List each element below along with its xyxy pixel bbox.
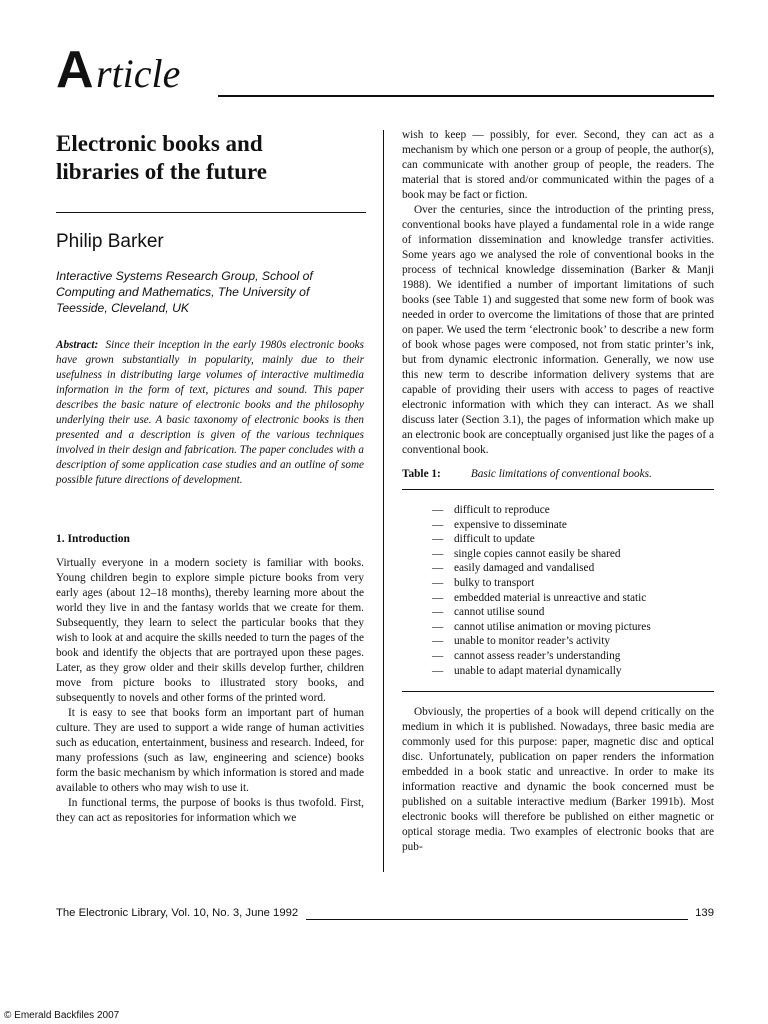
paragraph: In functional terms, the purpose of books is thus twofold. First, they can act as repositories for information which we: [56, 797, 364, 824]
list-item: — cannot utilise animation or moving pictures: [432, 620, 651, 633]
copyright-notice: © Emerald Backfiles 2007: [4, 1010, 120, 1021]
author-affiliation: Interactive Systems Research Group, School of Computing and Mathematics, The University of Teesside, Cleveland, UK: [56, 269, 313, 315]
article-label: rticle: [96, 51, 181, 96]
title-line-2: libraries of the future: [56, 159, 268, 184]
article-header: [56, 38, 714, 98]
page-number: 139: [695, 907, 714, 919]
title-rule: [56, 212, 366, 213]
list-item: — difficult to reproduce: [432, 504, 550, 516]
table-top-rule: [402, 489, 714, 490]
abstract-label: Abstract:: [56, 339, 99, 351]
article-initial: A: [56, 41, 93, 99]
table-caption: [402, 467, 714, 482]
author-name: Philip Barker: [56, 231, 164, 252]
title-line-1: Electronic books and: [56, 131, 263, 156]
paragraph: Obviously, the properties of a book will depend critically on the medium in which it is published. Nowadays, three basic media are commonly used for this purpose: paper, magnetic disc and optical disc. Unfortunately, publication on paper renders the information embedded in a book static and unreactive. In order to make its information reactive and dynamic the book concerned must be published on a suitable interactive medium (Barker 1991b). Most electronic books will therefore be published on either magnetic or optical storage media. Two examples of electronic books that are pub-: [402, 706, 714, 854]
footer-rule: [306, 919, 688, 920]
abstract-text: Since their inception in the early 1980s electronic books have grown substantially in popularity, mainly due to their usefulness in distributing large volumes of interactive multimedia information in the form of text, pictures and sound. This paper describes the basic nature of electronic books and the philosophy underlying their use. A basic taxonomy of electronic books is then presented and a description is given of the various techniques involved in their design and fabrication. The paper concludes with a description of some application case studies and an outline of some possible future directions of development.: [56, 339, 364, 486]
list-item: — cannot utilise sound: [432, 606, 545, 619]
list-item: — unable to adapt material dynamically: [432, 664, 622, 677]
list-item: — bulky to transport: [432, 576, 535, 589]
page-footer: [56, 907, 714, 925]
abstract: [56, 338, 364, 488]
section-heading: 1. Introduction: [56, 533, 130, 545]
list-item: — cannot assess reader’s understanding: [432, 649, 621, 662]
list-item: — unable to monitor reader’s activity: [432, 635, 611, 648]
table-title: Basic limitations of conventional books.: [470, 468, 652, 480]
right-column: [402, 128, 714, 855]
list-item: — single copies cannot easily be shared: [432, 547, 621, 560]
paragraph: It is easy to see that books form an important part of human culture. They are used to support a wide range of human activities such as education, entertainment, business and research. Indeed, for many professions (such as law, engineering and science) books form the basic mechanism by which information is stored and made available to others who may wish to use it.: [56, 707, 364, 794]
column-divider: [383, 130, 384, 872]
list-item: — easily damaged and vandalised: [432, 562, 595, 575]
list-item: — expensive to disseminate: [432, 518, 567, 531]
paper-title: [56, 130, 364, 186]
table-bottom-rule: [402, 691, 714, 692]
paragraph: Virtually everyone in a modern society is familiar with books. Young children begin to explore simple picture books from very early ages (about 12–18 months), thereby learning more about the world they live in and the fantasy worlds that we create for them. Subsequently, they learn to select the particular books that they wish to look at and acquire the skills needed to turn the pages of the book and identify the objects that are portrayed upon these pages. Later, as they grow older and their skills develop further, children move from picture books to illustrated story books, and subsequently to novels and other forms of the printed word.: [56, 557, 364, 704]
header-rule: [218, 95, 714, 97]
list-item: — difficult to update: [432, 533, 535, 546]
journal-citation: The Electronic Library, Vol. 10, No. 3, June 1992: [56, 907, 299, 919]
list-item: — embedded material is unreactive and static: [432, 591, 647, 604]
table-label: Table 1:: [402, 468, 441, 480]
paragraph: Over the centuries, since the introduction of the printing press, conventional books have played a fundamental role in a wide range of information dissemination and knowledge transfer activities. Some years ago we analysed the role of conventional books in the process of technical knowledge dissemination (Barker & Manji 1988). We identified a number of important limitations of such books (see Table 1) and suggested that some new form of book was needed in order to overcome the limitations of those that are printed on paper. We used the term ‘electronic book’ to describe a new form of book whose pages were composed, not from static printer’s ink, but from dynamic electronic information. Generally, we now use this new term to describe information delivery systems that are capable of providing their users with access to pages of reactive electronic information with which they can interact. As we shall discuss later (Section 3.1), the pages of information which make up an electronic book are conceptually organised just like the pages of a conventional book.: [402, 204, 714, 456]
limitations-list: [432, 503, 714, 678]
left-column: [56, 128, 364, 826]
paragraph: wish to keep — possibly, for ever. Second, they can act as a mechanism by which one person or a group of people, the author(s), can communicate with another group of people, the readers. The material that is stored and/or communicated within the pages of a book may be fact or fiction.: [402, 129, 714, 201]
